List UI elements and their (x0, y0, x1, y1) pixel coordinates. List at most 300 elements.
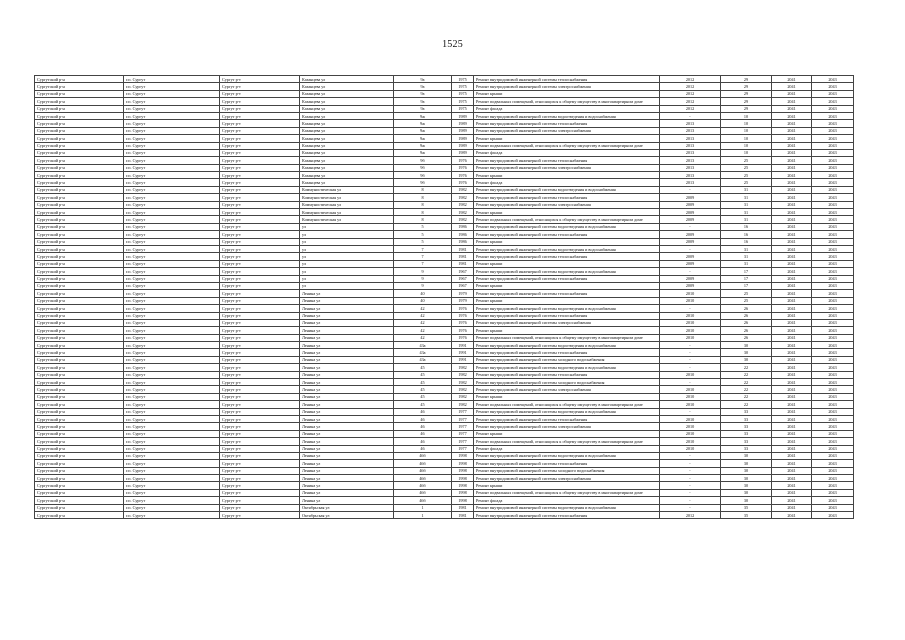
cell-work-type: Ремонт внутридомовой инженерной системы электроснабжения (474, 201, 660, 208)
page-number: 1525 (442, 39, 463, 50)
cell-street: Ленина ул (300, 430, 394, 437)
cell-house-number: 46б (394, 452, 452, 459)
cell-house-number: 45 (394, 371, 452, 378)
cell-plan-start-year: 2041 (772, 393, 812, 400)
cell-settlement: г.п. Сургут (124, 386, 220, 393)
cell-wear-percent: 30 (721, 349, 772, 356)
cell-work-type: Ремонт внутридомовой инженерной системы теплоснабжения (474, 371, 660, 378)
cell-house-number: 9ж (394, 142, 452, 149)
cell-wear-percent: 17 (721, 275, 772, 282)
cell-plan-start-year: 2041 (772, 415, 812, 422)
cell-work-type: Ремонт внутридомовой инженерной системы электроснабжения (474, 83, 660, 90)
cell-wear-percent: 17 (721, 268, 772, 275)
table-row (35, 83, 854, 90)
cell-street: Ленина ул (300, 349, 394, 356)
cell-wear-percent: 30 (721, 497, 772, 504)
cell-locality: Сургут р-т (220, 452, 300, 459)
cell-house-number: 9 (394, 282, 452, 289)
table-row (35, 179, 854, 186)
cell-house-number: 7 (394, 253, 452, 260)
cell-district: Сургутский р-н (35, 260, 124, 267)
cell-plan-start-year: 2041 (772, 164, 812, 171)
cell-last-repair-year: 2013 (660, 164, 721, 171)
cell-last-repair-year: 2013 (660, 179, 721, 186)
cell-year-built: 1975 (452, 105, 474, 112)
cell-district: Сургутский р-н (35, 209, 124, 216)
cell-street: Казанцева ул (300, 83, 394, 90)
cell-year-built: 1976 (452, 312, 474, 319)
cell-district: Сургутский р-н (35, 305, 124, 312)
cell-wear-percent: 31 (721, 186, 772, 193)
cell-year-built: 1967 (452, 275, 474, 282)
cell-street: ул (300, 260, 394, 267)
cell-plan-end-year: 2043 (812, 164, 854, 171)
cell-plan-end-year: 2043 (812, 260, 854, 267)
cell-year-built: 1981 (452, 504, 474, 511)
cell-plan-end-year: 2043 (812, 408, 854, 415)
cell-plan-end-year: 2043 (812, 512, 854, 519)
cell-wear-percent: 30 (721, 467, 772, 474)
cell-street: ул (300, 238, 394, 245)
cell-settlement: г.п. Сургут (124, 260, 220, 267)
cell-house-number: 46 (394, 438, 452, 445)
table-row (35, 379, 854, 386)
cell-street: Ленина ул (300, 489, 394, 496)
capital-repair-table (34, 75, 854, 519)
cell-work-type: Ремонт подвальных помещений, относящихся к общему имуществу в многоквартирном доме (474, 216, 660, 223)
cell-district: Сургутский р-н (35, 327, 124, 334)
cell-district: Сургутский р-н (35, 194, 124, 201)
cell-wear-percent: 22 (721, 401, 772, 408)
cell-work-type: Ремонт подвальных помещений, относящихся к общему имуществу в многоквартирном доме (474, 401, 660, 408)
cell-plan-start-year: 2041 (772, 467, 812, 474)
cell-wear-percent: 25 (721, 290, 772, 297)
cell-work-type: Ремонт подвальных помещений, относящихся к общему имуществу в многоквартирном доме (474, 489, 660, 496)
cell-wear-percent: 33 (721, 423, 772, 430)
cell-last-repair-year: 2010 (660, 327, 721, 334)
table-row (35, 297, 854, 304)
cell-house-number: 8 (394, 209, 452, 216)
cell-house-number: 9ж (394, 112, 452, 119)
cell-district: Сургутский р-н (35, 127, 124, 134)
cell-settlement: г.п. Сургут (124, 327, 220, 334)
cell-wear-percent: 29 (721, 83, 772, 90)
cell-settlement: г.п. Сургут (124, 164, 220, 171)
cell-house-number: 46б (394, 497, 452, 504)
cell-last-repair-year: 2010 (660, 334, 721, 341)
cell-wear-percent: 31 (721, 245, 772, 252)
cell-year-built: 1979 (452, 297, 474, 304)
cell-wear-percent: 22 (721, 371, 772, 378)
table-row (35, 386, 854, 393)
cell-district: Сургутский р-н (35, 467, 124, 474)
cell-year-built: 1998 (452, 452, 474, 459)
cell-last-repair-year: - (660, 305, 721, 312)
table-row (35, 223, 854, 230)
cell-district: Сургутский р-н (35, 179, 124, 186)
table-row (35, 290, 854, 297)
cell-work-type: Ремонт крыши (474, 260, 660, 267)
cell-year-built: 1991 (452, 349, 474, 356)
cell-wear-percent: 25 (721, 157, 772, 164)
cell-locality: Сургут р-т (220, 209, 300, 216)
cell-work-type: Ремонт внутридомовой инженерной системы водоотведения и водоснабжения (474, 268, 660, 275)
cell-year-built: 1998 (452, 482, 474, 489)
cell-plan-end-year: 2043 (812, 290, 854, 297)
cell-street: Ленина ул (300, 438, 394, 445)
cell-locality: Сургут р-т (220, 401, 300, 408)
cell-district: Сургутский р-н (35, 334, 124, 341)
cell-wear-percent: 26 (721, 312, 772, 319)
cell-street: Казанцева ул (300, 172, 394, 179)
cell-settlement: г.п. Сургут (124, 157, 220, 164)
cell-settlement: г.п. Сургут (124, 497, 220, 504)
cell-plan-start-year: 2041 (772, 253, 812, 260)
cell-district: Сургутский р-н (35, 112, 124, 119)
cell-plan-end-year: 2043 (812, 149, 854, 156)
cell-district: Сургутский р-н (35, 489, 124, 496)
cell-plan-end-year: 2043 (812, 445, 854, 452)
cell-last-repair-year: - (660, 452, 721, 459)
cell-plan-start-year: 2041 (772, 231, 812, 238)
cell-plan-start-year: 2041 (772, 290, 812, 297)
cell-work-type: Ремонт внутридомовой инженерной системы холодного водоснабжения (474, 356, 660, 363)
cell-house-number: 9а (394, 76, 452, 83)
cell-plan-end-year: 2043 (812, 120, 854, 127)
table-row (35, 349, 854, 356)
cell-house-number: 9б (394, 157, 452, 164)
table-row (35, 423, 854, 430)
cell-plan-start-year: 2041 (772, 327, 812, 334)
cell-plan-end-year: 2043 (812, 489, 854, 496)
cell-street: Казанцева ул (300, 157, 394, 164)
cell-year-built: 1991 (452, 356, 474, 363)
cell-wear-percent: 26 (721, 327, 772, 334)
cell-district: Сургутский р-н (35, 238, 124, 245)
cell-wear-percent: 33 (721, 438, 772, 445)
cell-locality: Сургут р-т (220, 467, 300, 474)
cell-street: ул (300, 275, 394, 282)
cell-plan-start-year: 2041 (772, 260, 812, 267)
cell-work-type: Ремонт внутридомовой инженерной системы электроснабжения (474, 386, 660, 393)
table-row (35, 430, 854, 437)
cell-house-number: 1 (394, 504, 452, 511)
cell-year-built: 1976 (452, 157, 474, 164)
cell-last-repair-year: 2010 (660, 319, 721, 326)
cell-street: Ленина ул (300, 497, 394, 504)
cell-street: Ленина ул (300, 297, 394, 304)
cell-settlement: г.п. Сургут (124, 408, 220, 415)
cell-locality: Сургут р-т (220, 364, 300, 371)
cell-plan-start-year: 2041 (772, 305, 812, 312)
table-row (35, 149, 854, 156)
cell-settlement: г.п. Сургут (124, 342, 220, 349)
cell-settlement: г.п. Сургут (124, 512, 220, 519)
cell-work-type: Ремонт внутридомовой инженерной системы теплоснабжения (474, 460, 660, 467)
cell-locality: Сургут р-т (220, 83, 300, 90)
cell-house-number: 8 (394, 216, 452, 223)
cell-district: Сургутский р-н (35, 364, 124, 371)
cell-locality: Сургут р-т (220, 327, 300, 334)
table-row (35, 482, 854, 489)
cell-locality: Сургут р-т (220, 76, 300, 83)
cell-street: Ленина ул (300, 482, 394, 489)
cell-last-repair-year: 2010 (660, 312, 721, 319)
cell-settlement: г.п. Сургут (124, 393, 220, 400)
cell-work-type: Ремонт крыши (474, 482, 660, 489)
cell-work-type: Ремонт внутридомовой инженерной системы теплоснабжения (474, 512, 660, 519)
cell-plan-start-year: 2041 (772, 209, 812, 216)
cell-district: Сургутский р-н (35, 482, 124, 489)
cell-plan-start-year: 2041 (772, 105, 812, 112)
cell-last-repair-year: - (660, 467, 721, 474)
cell-year-built: 1981 (452, 253, 474, 260)
cell-last-repair-year: 2010 (660, 423, 721, 430)
cell-plan-start-year: 2041 (772, 497, 812, 504)
cell-locality: Сургут р-т (220, 356, 300, 363)
cell-work-type: Ремонт внутридомовой инженерной системы теплоснабжения (474, 253, 660, 260)
cell-plan-end-year: 2043 (812, 76, 854, 83)
cell-street: Ленина ул (300, 460, 394, 467)
cell-work-type: Ремонт внутридомовой инженерной системы теплоснабжения (474, 157, 660, 164)
cell-district: Сургутский р-н (35, 245, 124, 252)
cell-house-number: 42 (394, 319, 452, 326)
cell-settlement: г.п. Сургут (124, 334, 220, 341)
cell-street: Ленина ул (300, 305, 394, 312)
cell-street: Коммунистическая ул (300, 194, 394, 201)
cell-district: Сургутский р-н (35, 452, 124, 459)
cell-plan-end-year: 2043 (812, 305, 854, 312)
cell-wear-percent: 33 (721, 408, 772, 415)
table-row (35, 489, 854, 496)
cell-house-number: 5 (394, 238, 452, 245)
table-row (35, 334, 854, 341)
cell-house-number: 1 (394, 512, 452, 519)
cell-locality: Сургут р-т (220, 460, 300, 467)
cell-plan-start-year: 2041 (772, 127, 812, 134)
cell-work-type: Ремонт внутридомовой инженерной системы водоотведения и водоснабжения (474, 342, 660, 349)
cell-house-number: 9ж (394, 149, 452, 156)
cell-house-number: 9ж (394, 120, 452, 127)
cell-work-type: Ремонт внутридомовой инженерной системы электроснабжения (474, 475, 660, 482)
cell-work-type: Ремонт фасада (474, 497, 660, 504)
cell-settlement: г.п. Сургут (124, 216, 220, 223)
cell-wear-percent: 29 (721, 98, 772, 105)
cell-locality: Сургут р-т (220, 334, 300, 341)
cell-wear-percent: 10 (721, 127, 772, 134)
cell-locality: Сургут р-т (220, 489, 300, 496)
table-row (35, 408, 854, 415)
cell-house-number: 46б (394, 489, 452, 496)
cell-street: Коммунистическая ул (300, 186, 394, 193)
cell-work-type: Ремонт внутридомовой инженерной системы электроснабжения (474, 164, 660, 171)
cell-settlement: г.п. Сургут (124, 201, 220, 208)
cell-last-repair-year: 2010 (660, 445, 721, 452)
cell-plan-start-year: 2041 (772, 504, 812, 511)
cell-district: Сургутский р-н (35, 172, 124, 179)
cell-plan-end-year: 2043 (812, 157, 854, 164)
cell-plan-start-year: 2041 (772, 201, 812, 208)
cell-last-repair-year: - (660, 342, 721, 349)
cell-plan-end-year: 2043 (812, 209, 854, 216)
cell-plan-end-year: 2043 (812, 282, 854, 289)
cell-district: Сургутский р-н (35, 312, 124, 319)
cell-plan-start-year: 2041 (772, 342, 812, 349)
cell-year-built: 1982 (452, 371, 474, 378)
cell-work-type: Ремонт фасада (474, 149, 660, 156)
cell-plan-start-year: 2041 (772, 83, 812, 90)
cell-last-repair-year: - (660, 356, 721, 363)
cell-plan-end-year: 2043 (812, 231, 854, 238)
table-row (35, 445, 854, 452)
cell-locality: Сургут р-т (220, 430, 300, 437)
cell-settlement: г.п. Сургут (124, 356, 220, 363)
cell-settlement: г.п. Сургут (124, 172, 220, 179)
cell-locality: Сургут р-т (220, 105, 300, 112)
cell-plan-end-year: 2043 (812, 245, 854, 252)
cell-year-built: 1982 (452, 194, 474, 201)
cell-last-repair-year: 2010 (660, 371, 721, 378)
table-row (35, 415, 854, 422)
cell-house-number: 5 (394, 231, 452, 238)
table-row (35, 342, 854, 349)
cell-plan-end-year: 2043 (812, 386, 854, 393)
cell-house-number: 46б (394, 475, 452, 482)
table-row (35, 216, 854, 223)
cell-year-built: 1977 (452, 445, 474, 452)
cell-wear-percent: 30 (721, 489, 772, 496)
cell-settlement: г.п. Сургут (124, 149, 220, 156)
cell-work-type: Ремонт внутридомовой инженерной системы теплоснабжения (474, 194, 660, 201)
cell-house-number: 45 (394, 379, 452, 386)
cell-settlement: г.п. Сургут (124, 319, 220, 326)
cell-district: Сургутский р-н (35, 164, 124, 171)
table-row (35, 164, 854, 171)
cell-year-built: 1982 (452, 216, 474, 223)
cell-plan-end-year: 2043 (812, 401, 854, 408)
cell-plan-end-year: 2043 (812, 438, 854, 445)
cell-district: Сургутский р-н (35, 76, 124, 83)
cell-work-type: Ремонт внутридомовой инженерной системы водоотведения и водоснабжения (474, 408, 660, 415)
cell-district: Сургутский р-н (35, 282, 124, 289)
cell-house-number: 46 (394, 445, 452, 452)
cell-plan-start-year: 2041 (772, 216, 812, 223)
cell-plan-end-year: 2043 (812, 423, 854, 430)
cell-last-repair-year: 2012 (660, 512, 721, 519)
table-row (35, 364, 854, 371)
cell-wear-percent: 17 (721, 282, 772, 289)
table-row (35, 135, 854, 142)
table-row (35, 497, 854, 504)
cell-wear-percent: 31 (721, 216, 772, 223)
cell-house-number: 42 (394, 305, 452, 312)
cell-house-number: 42 (394, 334, 452, 341)
table-row (35, 282, 854, 289)
cell-district: Сургутский р-н (35, 408, 124, 415)
cell-work-type: Ремонт внутридомовой инженерной системы теплоснабжения (474, 231, 660, 238)
cell-year-built: 1976 (452, 327, 474, 334)
cell-plan-end-year: 2043 (812, 334, 854, 341)
cell-settlement: г.п. Сургут (124, 282, 220, 289)
cell-street: ул (300, 223, 394, 230)
cell-work-type: Ремонт крыши (474, 282, 660, 289)
cell-plan-start-year: 2041 (772, 142, 812, 149)
cell-plan-start-year: 2041 (772, 349, 812, 356)
cell-locality: Сургут р-т (220, 371, 300, 378)
cell-year-built: 1982 (452, 364, 474, 371)
cell-locality: Сургут р-т (220, 231, 300, 238)
cell-plan-end-year: 2043 (812, 430, 854, 437)
cell-street: Ленина ул (300, 356, 394, 363)
cell-wear-percent: 25 (721, 164, 772, 171)
cell-plan-start-year: 2041 (772, 112, 812, 119)
cell-house-number: 43а (394, 349, 452, 356)
cell-work-type: Ремонт внутридомовой инженерной системы теплоснабжения (474, 415, 660, 422)
cell-plan-start-year: 2041 (772, 364, 812, 371)
cell-house-number: 46 (394, 430, 452, 437)
cell-plan-start-year: 2041 (772, 423, 812, 430)
cell-house-number: 40 (394, 297, 452, 304)
cell-wear-percent: 10 (721, 112, 772, 119)
cell-plan-start-year: 2041 (772, 268, 812, 275)
cell-locality: Сургут р-т (220, 445, 300, 452)
cell-house-number: 9а (394, 83, 452, 90)
cell-street: Ленина ул (300, 312, 394, 319)
cell-street: Казанцева ул (300, 135, 394, 142)
cell-plan-start-year: 2041 (772, 371, 812, 378)
cell-street: Ленина ул (300, 386, 394, 393)
cell-house-number: 9б (394, 179, 452, 186)
cell-year-built: 1977 (452, 415, 474, 422)
table-row (35, 452, 854, 459)
table-row (35, 393, 854, 400)
cell-year-built: 1991 (452, 342, 474, 349)
cell-wear-percent: 30 (721, 475, 772, 482)
cell-street: Октябрьская ул (300, 504, 394, 511)
cell-wear-percent: 22 (721, 393, 772, 400)
table-body (35, 76, 854, 519)
cell-street: Ленина ул (300, 327, 394, 334)
cell-street: Казанцева ул (300, 76, 394, 83)
cell-street: Ленина ул (300, 342, 394, 349)
cell-locality: Сургут р-т (220, 142, 300, 149)
table-row (35, 253, 854, 260)
cell-work-type: Ремонт внутридомовой инженерной системы водоотведения и водоснабжения (474, 186, 660, 193)
cell-settlement: г.п. Сургут (124, 90, 220, 97)
cell-year-built: 1977 (452, 438, 474, 445)
cell-work-type: Ремонт крыши (474, 238, 660, 245)
cell-last-repair-year: 2009 (660, 231, 721, 238)
table-row (35, 209, 854, 216)
cell-district: Сургутский р-н (35, 231, 124, 238)
cell-locality: Сургут р-т (220, 179, 300, 186)
cell-house-number: 46 (394, 415, 452, 422)
table-row (35, 112, 854, 119)
cell-settlement: г.п. Сургут (124, 379, 220, 386)
cell-district: Сургутский р-н (35, 475, 124, 482)
table-row (35, 186, 854, 193)
cell-locality: Сургут р-т (220, 253, 300, 260)
cell-wear-percent: 31 (721, 253, 772, 260)
cell-district: Сургутский р-н (35, 135, 124, 142)
cell-wear-percent: 10 (721, 149, 772, 156)
cell-wear-percent: 10 (721, 135, 772, 142)
cell-house-number: 43а (394, 356, 452, 363)
cell-house-number: 45 (394, 386, 452, 393)
cell-year-built: 1998 (452, 460, 474, 467)
table-row (35, 90, 854, 97)
cell-last-repair-year: 2010 (660, 297, 721, 304)
